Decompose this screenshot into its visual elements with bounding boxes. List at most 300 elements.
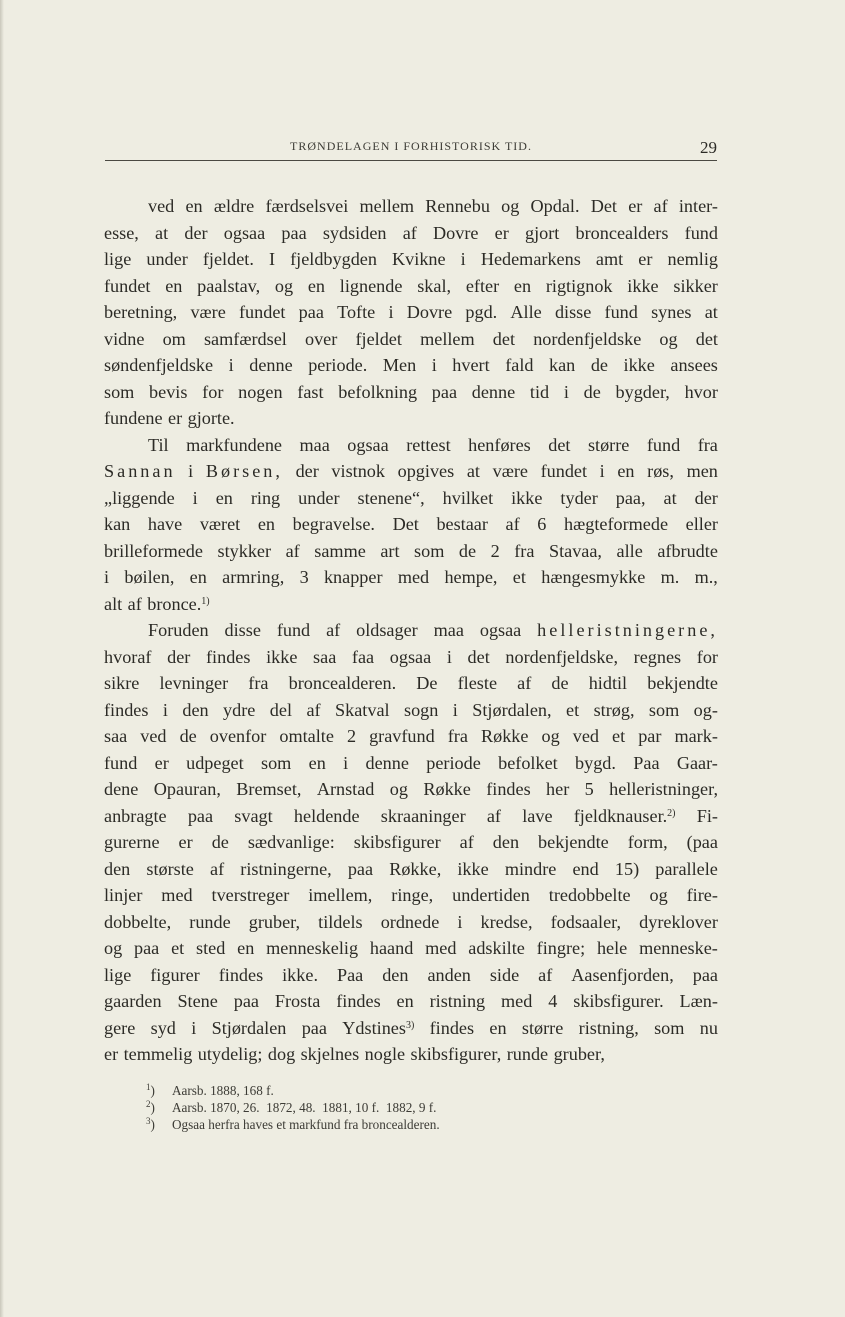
word: Det <box>392 514 419 534</box>
word: at <box>663 487 677 508</box>
word: at <box>155 222 169 243</box>
word: alle <box>616 540 643 561</box>
word: paa <box>134 938 160 958</box>
word: fra <box>248 673 269 693</box>
text-line <box>104 352 718 379</box>
word: fund <box>684 222 718 243</box>
word: i <box>104 567 110 587</box>
word: ældre <box>213 196 255 216</box>
word: (paa <box>686 832 718 852</box>
text-line <box>104 246 718 273</box>
word: fodsaaler, <box>550 911 622 932</box>
word: denne <box>471 381 516 402</box>
word: nogen <box>238 381 283 402</box>
word: ikke <box>627 275 659 296</box>
word: vidne <box>104 328 145 349</box>
word: fjeldet. <box>202 249 254 269</box>
word: samfærdsel <box>203 328 287 349</box>
word: Gaar- <box>676 752 718 773</box>
footnote-text: Aarsb. 1888, 168 f. <box>172 1083 274 1098</box>
word: røs, <box>647 461 674 481</box>
footnote-text: Ogsaa herfra haves et markfund fra broncealderen. <box>172 1117 440 1132</box>
word: at <box>466 461 480 481</box>
word: dobbelte, <box>104 911 172 932</box>
word: en <box>185 196 203 216</box>
word: for <box>696 646 718 667</box>
word: fra <box>447 726 468 746</box>
page-edge <box>0 0 4 1317</box>
word: her <box>546 779 570 799</box>
word: denne <box>365 752 409 773</box>
word: mellem <box>359 196 415 216</box>
word: Dovre <box>433 222 479 243</box>
text-line <box>104 511 718 538</box>
word: Det <box>590 196 617 216</box>
text-line <box>104 723 718 750</box>
word: ikke. <box>282 964 318 985</box>
word: ordnede <box>380 911 440 932</box>
word: ved <box>572 726 599 746</box>
word: Paa <box>336 964 364 985</box>
word: hvilket <box>442 487 494 508</box>
running-head: TRØNDELAGEN I FORHISTORISK TID. <box>290 139 532 153</box>
word: Til <box>148 434 169 455</box>
word: paa <box>347 858 374 879</box>
word: hvor <box>684 381 718 402</box>
word: som <box>654 1017 685 1038</box>
word: af <box>402 222 417 243</box>
word: gjort <box>524 222 560 243</box>
word: Skatval <box>335 699 390 720</box>
word: under <box>298 487 340 508</box>
word: fire- <box>686 885 718 905</box>
word: Frosta <box>274 991 321 1011</box>
word: mellem <box>420 328 475 349</box>
word: heldende <box>293 805 360 826</box>
word: færdselsvei <box>265 196 349 216</box>
word: sydsiden <box>322 222 387 243</box>
word: er <box>638 249 653 269</box>
word: Bremset, <box>236 779 302 799</box>
word: er <box>178 832 193 852</box>
word: findes <box>429 1017 475 1038</box>
word: og <box>649 885 668 905</box>
word: rigtignok <box>545 275 613 296</box>
word: fund <box>276 620 311 640</box>
text-line <box>104 697 718 724</box>
word: der <box>167 646 191 667</box>
word: sogn <box>404 699 439 720</box>
word: broncealderen. <box>288 673 397 693</box>
word: for <box>202 381 224 402</box>
word: runde <box>506 1044 549 1064</box>
text-line <box>104 432 718 459</box>
word: de <box>590 355 608 375</box>
body-text <box>104 193 718 1068</box>
word: knapper <box>323 567 383 587</box>
text-line <box>104 803 718 830</box>
word: ogsaa <box>223 222 266 243</box>
word: de <box>551 673 569 693</box>
word: i <box>343 752 349 773</box>
word: ogsaa <box>347 434 389 455</box>
word: skraaninger <box>380 805 466 826</box>
word: mindre <box>504 858 557 879</box>
page-number: 29 <box>700 138 717 157</box>
word: hidtil <box>588 673 628 693</box>
word: og <box>501 196 520 216</box>
text-line <box>104 220 718 247</box>
word: I <box>268 249 276 269</box>
word: under <box>146 249 188 269</box>
word: fund <box>604 302 638 322</box>
word: den <box>182 699 209 720</box>
word: ringe, <box>391 885 434 905</box>
word: i <box>563 381 569 402</box>
word: sikre <box>104 673 140 693</box>
word: der <box>694 487 718 508</box>
word: side <box>489 964 520 985</box>
word: de <box>211 832 229 852</box>
word: afbrudte <box>657 540 718 561</box>
word: er <box>168 408 183 428</box>
word: figurer <box>150 964 200 985</box>
word: helleristningerne, <box>537 620 718 640</box>
word: hvoraf <box>104 646 152 667</box>
footnote <box>146 1099 706 1116</box>
word: som <box>648 699 680 720</box>
word: paa <box>281 222 307 243</box>
word: nu <box>699 1017 718 1038</box>
word: paa <box>301 1017 327 1038</box>
word: skibsfigurer. <box>573 991 664 1011</box>
footnote-text: Aarsb. 1870, 26. 1872, 48. 1881, 10 f. 1882, 9 f. <box>172 1100 437 1115</box>
word: 2 <box>346 726 357 746</box>
word: findes <box>218 964 264 985</box>
word: i <box>188 461 194 481</box>
word: Fi- <box>696 805 718 826</box>
word: paa <box>233 991 259 1011</box>
word: paalstav, <box>197 275 261 296</box>
word: De <box>416 673 438 693</box>
word: Stavaa, <box>548 540 602 561</box>
word: i <box>388 302 394 322</box>
word: Dovre <box>406 302 453 322</box>
word: af <box>306 699 321 720</box>
word: haand <box>369 938 414 958</box>
text-line <box>104 299 718 326</box>
word: med <box>161 885 193 905</box>
word: er <box>494 222 509 243</box>
word: største <box>146 858 194 879</box>
word: Rennebu <box>425 196 490 216</box>
word: saa <box>313 646 337 667</box>
text-line <box>104 591 718 618</box>
word: ristning, <box>578 1017 639 1038</box>
word: fund <box>104 752 138 773</box>
word: ved <box>148 196 175 216</box>
word: ristningerne, <box>240 858 332 879</box>
text-line <box>104 670 718 697</box>
word: det <box>492 328 516 349</box>
word: menneske- <box>639 938 718 958</box>
word: 4 <box>548 991 558 1011</box>
word: men <box>686 461 718 481</box>
word: linjer <box>104 885 143 905</box>
word: Stene <box>177 991 218 1011</box>
word: at <box>704 302 718 322</box>
word: de <box>458 540 477 561</box>
word: faa <box>351 646 375 667</box>
word: i <box>599 461 605 481</box>
word: bestaar <box>436 514 488 534</box>
word: hele <box>596 938 628 958</box>
word: i <box>452 699 458 720</box>
text-line <box>104 617 718 644</box>
footnote-mark-number: 1 <box>146 1082 151 1092</box>
word: og <box>659 328 678 349</box>
word: helleristninger, <box>609 779 718 799</box>
word: en <box>189 567 207 587</box>
word: sted <box>196 938 226 958</box>
word: fleste <box>457 673 498 693</box>
word: er <box>154 752 169 773</box>
word: af <box>517 673 532 693</box>
word: være <box>492 461 528 481</box>
footnote-mark-number: 2 <box>146 1099 151 1109</box>
word: den <box>104 858 131 879</box>
word: menneskelig <box>266 938 359 958</box>
word: der <box>295 461 319 481</box>
word: større <box>587 434 630 455</box>
word: af <box>127 593 142 614</box>
word: gravfund <box>369 726 435 746</box>
word: fund <box>646 434 681 455</box>
word: nordenfjeldske <box>533 328 642 349</box>
word: og <box>389 779 408 799</box>
word: Stjørdalen <box>211 1017 287 1038</box>
word: Tofte <box>337 302 376 322</box>
word: lave <box>522 805 553 826</box>
word: det <box>695 328 718 349</box>
word: et <box>566 699 580 720</box>
word: stenene“, <box>357 487 425 508</box>
word: bøilen, <box>124 567 175 587</box>
word: af <box>505 514 520 534</box>
word: samme <box>314 540 366 561</box>
word: broncealders <box>575 222 669 243</box>
footnote-ref: 1) <box>201 595 210 607</box>
text-line <box>104 856 718 883</box>
word: tredobbelte <box>548 885 631 905</box>
word: strøg, <box>593 699 635 720</box>
word: over <box>304 328 338 349</box>
word: og <box>541 726 560 746</box>
word: med <box>425 938 457 958</box>
word: gere <box>104 1017 136 1038</box>
word: findes <box>486 779 531 799</box>
word: er <box>104 1044 119 1064</box>
word: opgives <box>397 461 455 481</box>
footnote-ref: 2) <box>667 807 676 819</box>
word: ved <box>140 726 167 746</box>
word: parallele <box>655 858 718 879</box>
word: være <box>190 302 226 322</box>
word: i <box>457 911 463 932</box>
word: i <box>228 355 234 375</box>
word: ikke <box>457 858 489 879</box>
word: af <box>538 964 553 985</box>
word: af <box>459 832 474 852</box>
word: et <box>512 567 526 587</box>
word: tildels <box>318 911 363 932</box>
word: mark- <box>674 726 718 746</box>
word: Sannan <box>104 461 176 481</box>
word: et <box>612 726 626 746</box>
word: m. <box>660 567 680 587</box>
footnote-mark: $^2$) <box>146 1099 155 1115</box>
text-line <box>104 1015 718 1042</box>
word: par <box>638 726 662 746</box>
word: stykker <box>217 540 272 561</box>
word: bronce.$^{1)}$ <box>147 593 210 614</box>
word: ring <box>250 487 281 508</box>
word: en <box>215 487 233 508</box>
word: ikke <box>266 646 298 667</box>
text-line <box>104 538 718 565</box>
word: svagt <box>234 805 273 826</box>
word: af <box>285 540 300 561</box>
word: armring, <box>222 567 285 587</box>
word: fjeldknauser.$^{2)}$ <box>573 805 676 826</box>
text-line <box>104 326 718 353</box>
word: skibsfigurer, <box>410 1044 502 1064</box>
word: ristning <box>429 991 486 1011</box>
word: end <box>572 858 599 879</box>
header-rule <box>105 160 717 161</box>
word: Læn- <box>679 991 718 1011</box>
word: skjelnes <box>300 1044 360 1064</box>
word: eller <box>685 514 718 534</box>
word: runde <box>189 911 231 932</box>
word: Røkke <box>480 726 529 746</box>
word: skal, <box>417 275 452 296</box>
word: Røkke, <box>389 858 442 879</box>
word: nogle <box>364 1044 406 1064</box>
text-line <box>104 988 718 1015</box>
word: den <box>492 832 520 852</box>
word: fald <box>505 355 534 375</box>
word: fundet <box>540 461 588 481</box>
word: en <box>489 1017 507 1038</box>
word: en <box>396 991 414 1011</box>
word: anden <box>427 964 471 985</box>
word: der <box>184 222 208 243</box>
word: periode <box>426 752 481 773</box>
word: sædvanlige: <box>247 832 335 852</box>
word: alt <box>104 593 123 614</box>
word: fingre; <box>536 938 586 958</box>
word: i <box>162 699 168 720</box>
word: en <box>307 275 326 296</box>
word: det <box>467 646 490 667</box>
word: de <box>583 381 601 402</box>
word: levninger <box>159 673 229 693</box>
text-line <box>104 564 718 591</box>
word: begravelse. <box>292 514 375 534</box>
word: Arnstad <box>316 779 375 799</box>
word: ovenfor <box>209 726 267 746</box>
word: Børsen, <box>205 461 283 481</box>
word: imellem, <box>308 885 373 905</box>
footnote <box>146 1082 706 1099</box>
word: befolket <box>498 752 558 773</box>
word: synes <box>651 302 692 322</box>
word: pgd. <box>465 302 498 322</box>
word: gruber, <box>248 911 301 932</box>
word: hængesmykke <box>541 567 646 587</box>
word: 15) <box>614 858 640 879</box>
word: søndenfjeldske <box>104 355 214 375</box>
word: bygd. <box>575 752 616 773</box>
word: 5 <box>584 779 594 799</box>
word: have <box>147 514 183 534</box>
footnote <box>146 1116 706 1133</box>
word: „liggende <box>104 487 175 508</box>
word: oldsager <box>356 620 418 640</box>
word: disse <box>224 620 261 640</box>
word: med <box>501 991 533 1011</box>
word: de <box>179 726 197 746</box>
word: Alle <box>510 302 542 322</box>
word: hægteformede <box>564 514 669 534</box>
word: maa <box>433 620 464 640</box>
word: ydre <box>223 699 256 720</box>
word: adskilte <box>468 938 525 958</box>
word: med <box>397 567 430 587</box>
word: det <box>548 434 571 455</box>
word: kredse, <box>480 911 533 932</box>
word: form, <box>627 832 668 852</box>
word: art <box>380 540 400 561</box>
word: som <box>261 752 292 773</box>
word: omtalte <box>279 726 334 746</box>
word: en <box>308 752 326 773</box>
word: findes <box>104 699 149 720</box>
word: inter- <box>678 196 718 216</box>
word: nordenfjeldske, <box>505 646 619 667</box>
word: om <box>162 328 186 349</box>
word: og <box>104 938 123 958</box>
word: og- <box>693 699 718 720</box>
word: fra <box>514 540 535 561</box>
word: ikke <box>511 487 543 508</box>
word: i <box>460 249 466 269</box>
text-line <box>104 829 718 856</box>
word: paa <box>187 805 214 826</box>
text-line <box>104 273 718 300</box>
word: fjeldbygden <box>290 249 377 269</box>
word: paa <box>692 964 718 985</box>
word: af <box>486 805 501 826</box>
word: fundet <box>239 302 286 322</box>
footnotes <box>146 1082 706 1133</box>
word: nemlig <box>667 249 718 269</box>
word: Paa <box>633 752 660 773</box>
word: m., <box>694 567 718 587</box>
word: fjeldet <box>355 328 402 349</box>
footnote-mark: $^1$) <box>146 1082 155 1098</box>
